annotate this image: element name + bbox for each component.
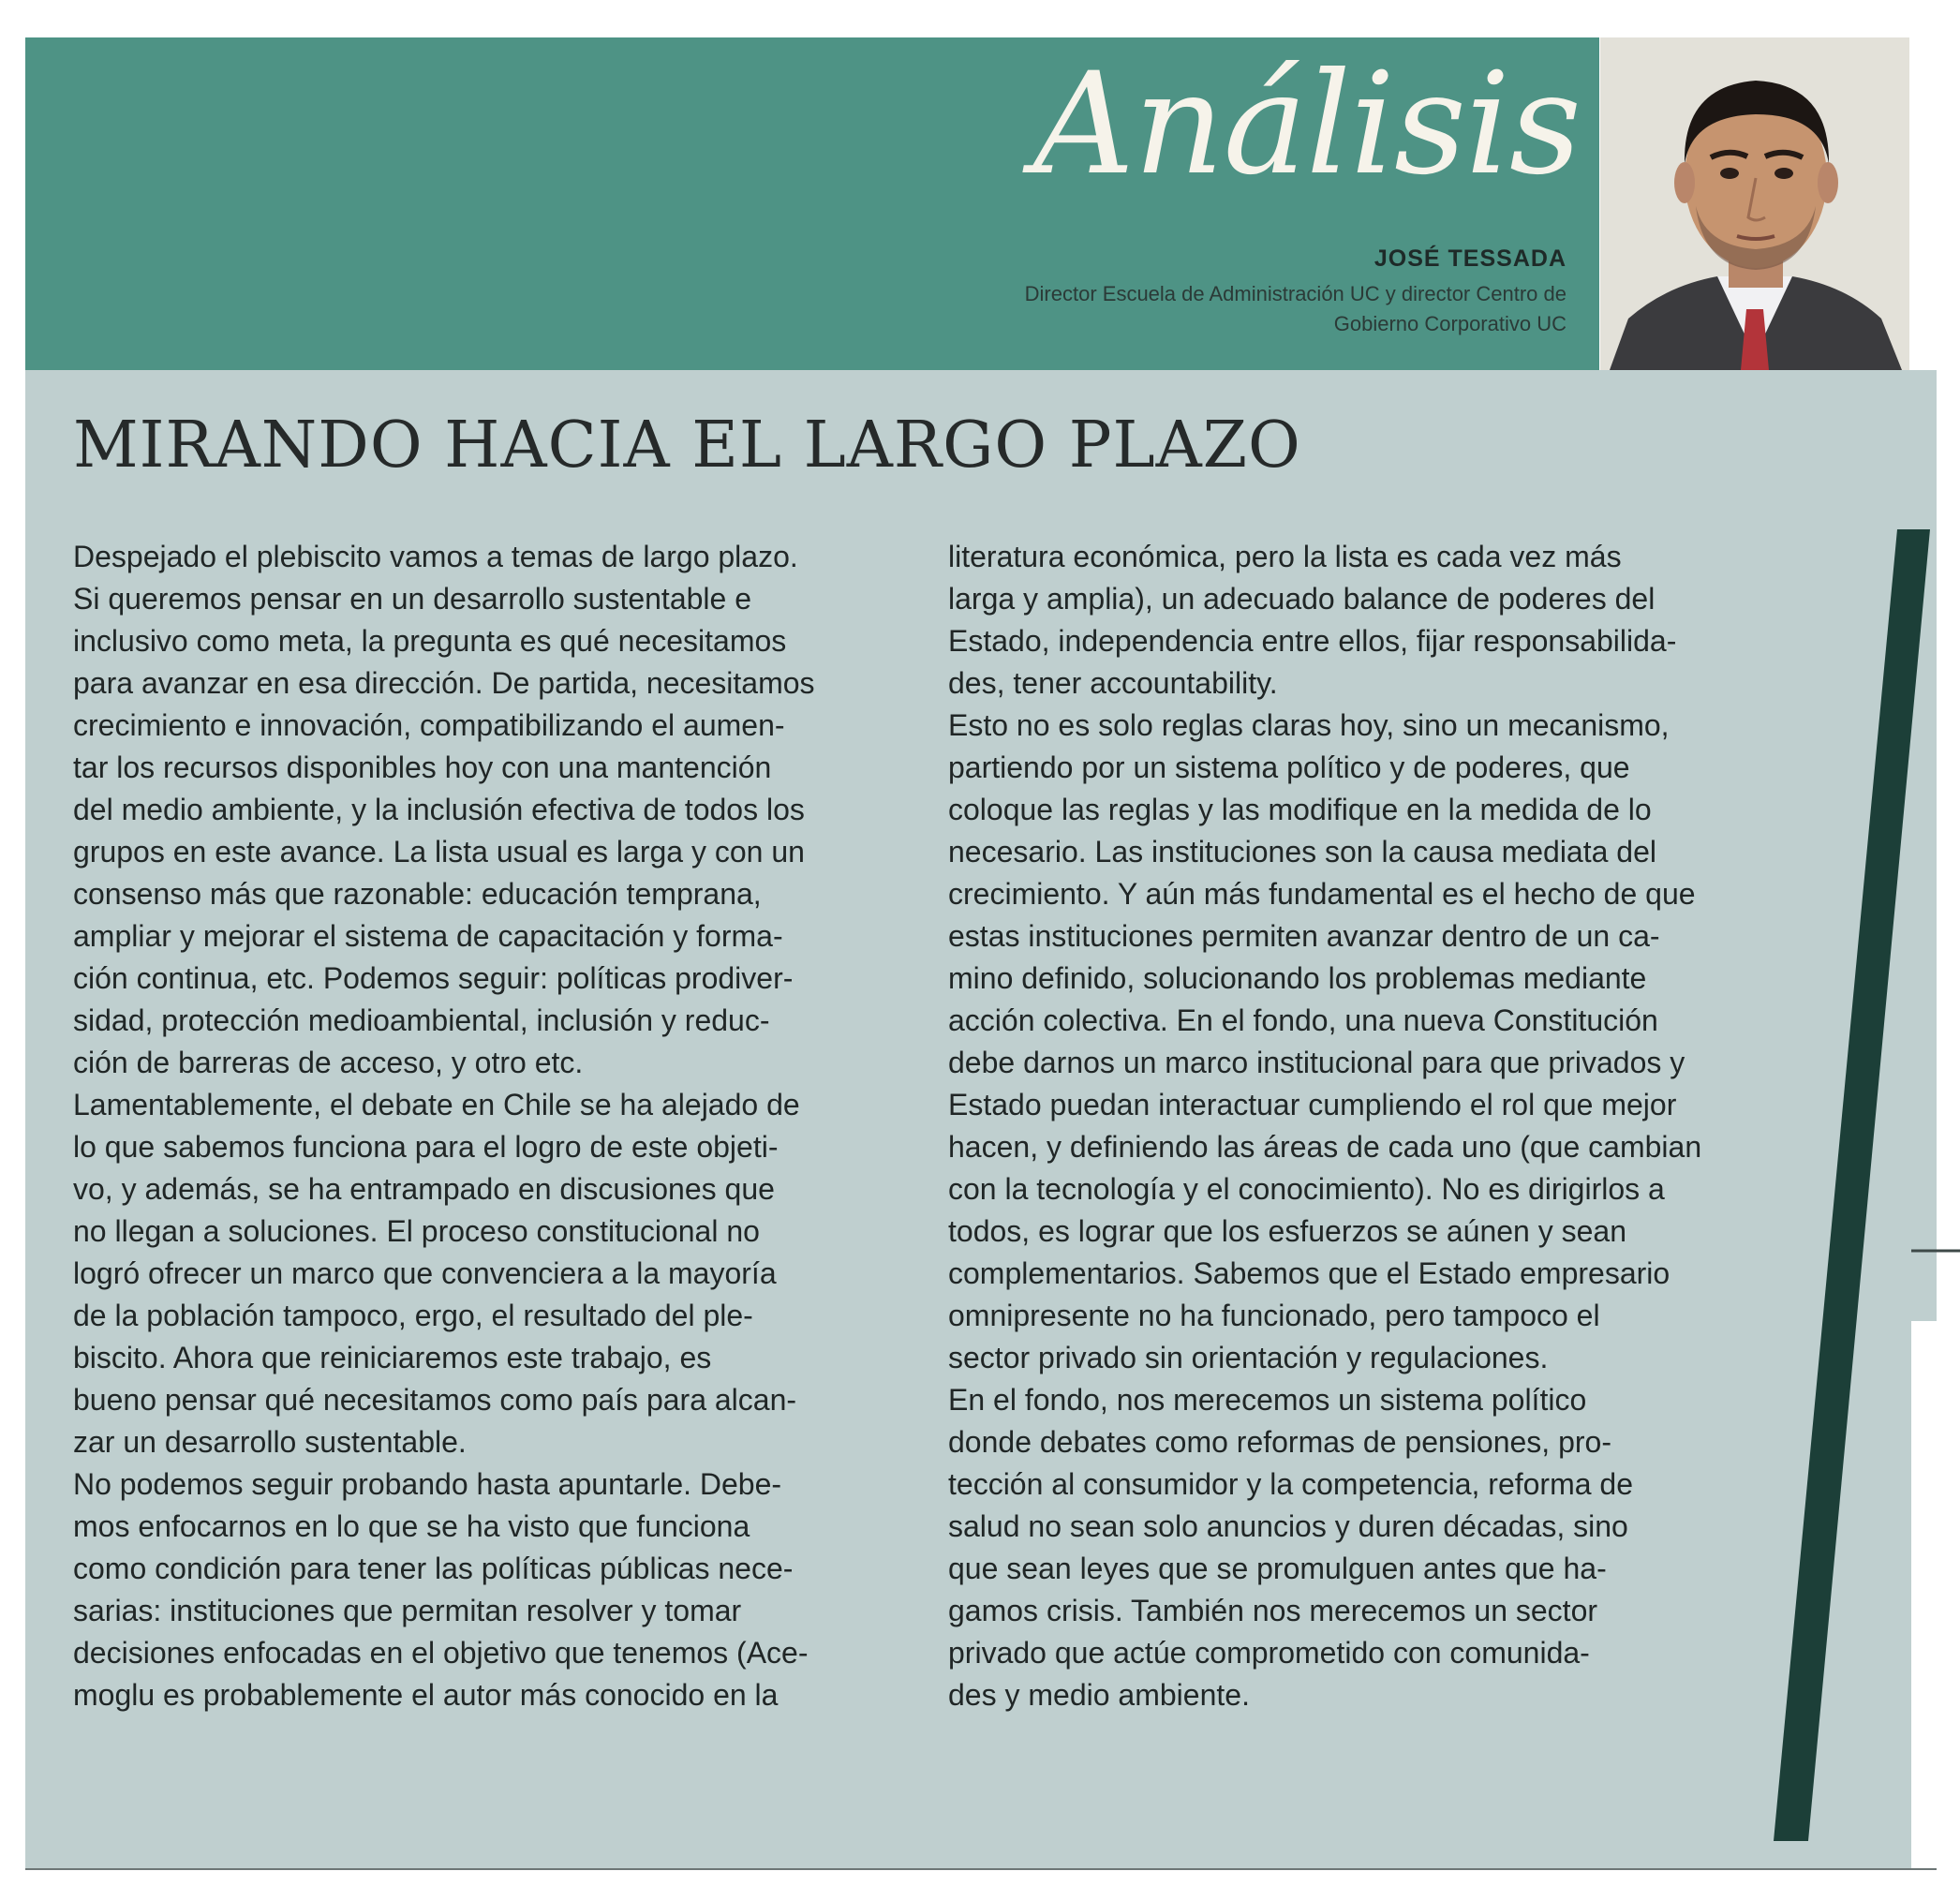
text-line: donde debates como reformas de pensiones, pro- [948, 1425, 1611, 1459]
text-line: de la población tampoco, ergo, el resultado del ple- [73, 1299, 753, 1332]
text-line: larga y amplia), un adecuado balance de poderes del [948, 582, 1656, 616]
text-line: hacen, y definiendo las áreas de cada uno (que cambian [948, 1130, 1702, 1164]
slash-stroke [1774, 529, 1930, 1841]
text-line: inclusivo como meta, la pregunta es qué necesitamos [73, 624, 787, 658]
section-title: Análisis [1032, 43, 1581, 206]
text-line: salud no sean solo anuncios y duren décadas, sino [948, 1509, 1628, 1543]
text-line: del medio ambiente, y la inclusión efectiva de todos los [73, 793, 805, 826]
text-line: moglu es probablemente el autor más conocido en la [73, 1678, 779, 1712]
text-line: partiendo por un sistema político y de poderes, que [948, 750, 1630, 784]
text-line: para avanzar en esa dirección. De partida, necesitamos [73, 666, 815, 700]
text-line: literatura económica, pero la lista es cada vez más [948, 540, 1622, 573]
text-line: consenso más que razonable: educación temprana, [73, 877, 762, 911]
text-line: complementarios. Sabemos que el Estado empresario [948, 1256, 1670, 1290]
text-line: En el fondo, nos merecemos un sistema político [948, 1383, 1587, 1417]
text-line: Lamentablemente, el debate en Chile se ha alejado de [73, 1088, 800, 1121]
text-line: lo que sabemos funciona para el logro de este objeti- [73, 1130, 779, 1164]
text-line: zar un desarrollo sustentable. [73, 1425, 467, 1459]
text-line: des, tener accountability. [948, 666, 1278, 700]
text-line: necesario. Las instituciones son la causa mediata del [948, 835, 1656, 869]
text-line: Despejado el plebiscito vamos a temas de largo plazo. [73, 540, 798, 573]
author-name: JOSÉ TESSADA [1373, 245, 1567, 272]
text-line: grupos en este avance. La lista usual es larga y con un [73, 835, 805, 869]
text-line: Estado puedan interactuar cumpliendo el rol que mejor [948, 1088, 1677, 1121]
text-line: sidad, protección medioambiental, inclusión y reduc- [73, 1003, 770, 1037]
text-line: bueno pensar qué necesitamos como país para alcan- [73, 1383, 797, 1417]
text-line: No podemos seguir probando hasta apuntarle. Debe- [73, 1467, 782, 1501]
text-line: gamos crisis. También nos merecemos un sector [948, 1594, 1598, 1627]
article-column-right [948, 536, 1791, 1716]
text-line: sarias: instituciones que permitan resolver y tomar [73, 1594, 742, 1627]
text-line: omnipresente no ha funcionado, pero tampoco el [948, 1299, 1600, 1332]
text-line: que sean leyes que se promulguen antes que ha- [948, 1552, 1607, 1585]
text-line: logró ofrecer un marco que convenciera a la mayoría [73, 1256, 777, 1290]
text-line: coloque las reglas y las modifique en la medida de lo [948, 793, 1652, 826]
text-line: debe darnos un marco institucional para que privados y [948, 1046, 1685, 1079]
text-line: tección al consumidor y la competencia, reforma de [948, 1467, 1634, 1501]
text-line: no llegan a soluciones. El proceso constitucional no [73, 1214, 760, 1248]
text-line: acción colectiva. En el fondo, una nueva Constitución [948, 1003, 1658, 1037]
text-line: vo, y además, se ha entrampado en discusiones que [73, 1172, 775, 1206]
text-line: sector privado sin orientación y regulaciones. [948, 1341, 1549, 1374]
headline: MIRANDO HACIA EL LARGO PLAZO [73, 408, 1301, 483]
text-line: ción continua, etc. Podemos seguir: políticas prodiver- [73, 961, 794, 995]
text-line: Estado, independencia entre ellos, fijar responsabilida- [948, 624, 1677, 658]
text-line: des y medio ambiente. [948, 1678, 1250, 1712]
text-line: mos enfocarnos en lo que se ha visto que funciona [73, 1509, 750, 1543]
article-column-left [73, 536, 898, 1716]
text-line: todos, es lograr que los esfuerzos se aúnen y sean [948, 1214, 1626, 1248]
text-line: biscito. Ahora que reiniciaremos este trabajo, es [73, 1341, 712, 1374]
text-line: crecimiento e innovación, compatibilizando el aumen- [73, 708, 785, 742]
text-line: decisiones enfocadas en el objetivo que tenemos (Ace- [73, 1636, 809, 1670]
text-line: Si queremos pensar en un desarrollo sustentable e [73, 582, 751, 616]
text-line: ampliar y mejorar el sistema de capacitación y forma- [73, 919, 783, 953]
text-line: ción de barreras de acceso, y otro etc. [73, 1046, 584, 1079]
text-line: con la tecnología y el conocimiento). No es dirigirlos a [948, 1172, 1665, 1206]
text-line: tar los recursos disponibles hoy con una mantención [73, 750, 772, 784]
text-line: privado que actúe comprometido con comunida- [948, 1636, 1590, 1670]
author-role-line: Director Escuela de Administración UC y director Centro de [1024, 282, 1567, 305]
author-role-line: Gobierno Corporativo UC [1333, 312, 1567, 335]
text-line: Esto no es solo reglas claras hoy, sino un mecanismo, [948, 708, 1670, 742]
text-line: mino definido, solucionando los problemas mediante [948, 961, 1647, 995]
text-line: estas instituciones permiten avanzar dentro de un ca- [948, 919, 1660, 953]
text-line: crecimiento. Y aún más fundamental es el hecho de que [948, 877, 1696, 911]
text-line: como condición para tener las políticas públicas nece- [73, 1552, 794, 1585]
bottom-rule [25, 1868, 1937, 1870]
